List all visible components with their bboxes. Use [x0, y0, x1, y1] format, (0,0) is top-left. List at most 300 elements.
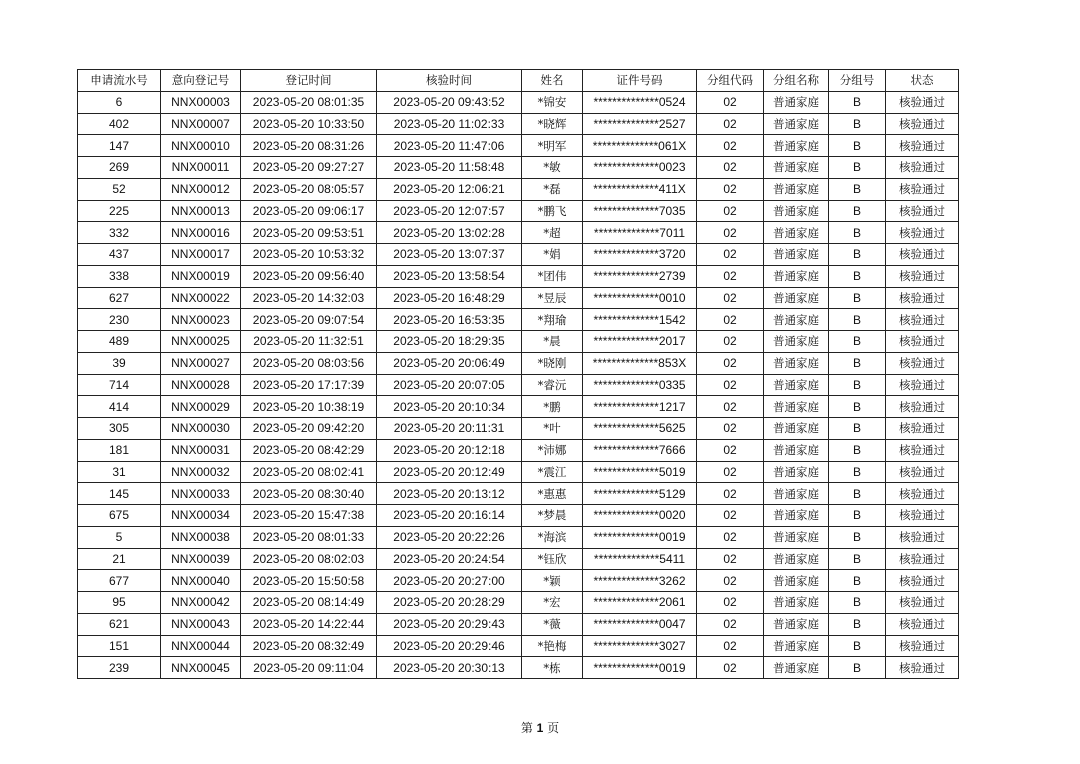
cell-status: 核验通过: [886, 613, 959, 635]
cell-reg-time: 2023-05-20 08:05:57: [241, 178, 377, 200]
cell-id-number: **************0524: [583, 91, 697, 113]
cell-reg-code: NNX00030: [161, 418, 241, 440]
table-row: [78, 548, 959, 570]
cell-group-no: B: [829, 113, 886, 135]
header-reg-time: 登记时间: [241, 70, 377, 92]
cell-id-number: **************2527: [583, 113, 697, 135]
cell-verify-time: 2023-05-20 09:43:52: [377, 91, 522, 113]
cell-verify-time: 2023-05-20 11:47:06: [377, 135, 522, 157]
cell-status: 核验通过: [886, 222, 959, 244]
table-row: [78, 570, 959, 592]
cell-group-name: 普通家庭: [764, 113, 829, 135]
cell-name: *磊: [522, 178, 583, 200]
cell-reg-code: NNX00013: [161, 200, 241, 222]
table-row: [78, 396, 959, 418]
cell-verify-time: 2023-05-20 20:27:00: [377, 570, 522, 592]
cell-group-no: B: [829, 91, 886, 113]
cell-group-no: B: [829, 374, 886, 396]
header-reg-code: 意向登记号: [161, 70, 241, 92]
cell-status: 核验通过: [886, 548, 959, 570]
cell-group-no: B: [829, 548, 886, 570]
cell-serial-no: 31: [78, 461, 161, 483]
cell-serial-no: 402: [78, 113, 161, 135]
cell-group-code: 02: [697, 178, 764, 200]
cell-reg-time: 2023-05-20 09:27:27: [241, 157, 377, 179]
cell-verify-time: 2023-05-20 20:29:43: [377, 613, 522, 635]
cell-group-no: B: [829, 178, 886, 200]
cell-verify-time: 2023-05-20 16:48:29: [377, 287, 522, 309]
footer-suffix: 页: [547, 721, 560, 735]
cell-serial-no: 414: [78, 396, 161, 418]
cell-reg-code: NNX00042: [161, 592, 241, 614]
cell-id-number: **************3720: [583, 244, 697, 266]
cell-group-code: 02: [697, 635, 764, 657]
cell-name: *娟: [522, 244, 583, 266]
cell-name: *翔瑜: [522, 309, 583, 331]
cell-id-number: **************5625: [583, 418, 697, 440]
cell-group-name: 普通家庭: [764, 157, 829, 179]
cell-group-code: 02: [697, 592, 764, 614]
cell-reg-time: 2023-05-20 09:06:17: [241, 200, 377, 222]
cell-serial-no: 437: [78, 244, 161, 266]
cell-group-no: B: [829, 635, 886, 657]
cell-group-name: 普通家庭: [764, 635, 829, 657]
table-row: [78, 635, 959, 657]
cell-status: 核验通过: [886, 113, 959, 135]
cell-name: *鹏: [522, 396, 583, 418]
cell-reg-code: NNX00028: [161, 374, 241, 396]
cell-verify-time: 2023-05-20 12:07:57: [377, 200, 522, 222]
table-row: [78, 200, 959, 222]
cell-group-code: 02: [697, 570, 764, 592]
cell-id-number: **************1542: [583, 309, 697, 331]
cell-reg-time: 2023-05-20 09:07:54: [241, 309, 377, 331]
cell-reg-time: 2023-05-20 08:02:03: [241, 548, 377, 570]
cell-id-number: **************7666: [583, 439, 697, 461]
cell-reg-time: 2023-05-20 08:42:29: [241, 439, 377, 461]
cell-group-name: 普通家庭: [764, 592, 829, 614]
cell-reg-code: NNX00012: [161, 178, 241, 200]
cell-group-no: B: [829, 613, 886, 635]
cell-status: 核验通过: [886, 91, 959, 113]
cell-verify-time: 2023-05-20 20:07:05: [377, 374, 522, 396]
cell-group-no: B: [829, 439, 886, 461]
cell-group-code: 02: [697, 157, 764, 179]
cell-name: *晓辉: [522, 113, 583, 135]
cell-verify-time: 2023-05-20 13:02:28: [377, 222, 522, 244]
cell-status: 核验通过: [886, 505, 959, 527]
cell-status: 核验通过: [886, 374, 959, 396]
cell-name: *晨: [522, 331, 583, 353]
cell-group-code: 02: [697, 244, 764, 266]
cell-verify-time: 2023-05-20 20:30:13: [377, 657, 522, 679]
cell-name: *锦安: [522, 91, 583, 113]
cell-group-no: B: [829, 265, 886, 287]
cell-reg-code: NNX00043: [161, 613, 241, 635]
cell-status: 核验通过: [886, 200, 959, 222]
cell-reg-code: NNX00044: [161, 635, 241, 657]
cell-reg-time: 2023-05-20 08:01:33: [241, 526, 377, 548]
cell-group-name: 普通家庭: [764, 418, 829, 440]
cell-id-number: **************411X: [583, 178, 697, 200]
table-row: [78, 439, 959, 461]
header-serial-no: 申请流水号: [78, 70, 161, 92]
cell-reg-code: NNX00033: [161, 483, 241, 505]
cell-status: 核验通过: [886, 570, 959, 592]
cell-group-name: 普通家庭: [764, 265, 829, 287]
cell-serial-no: 239: [78, 657, 161, 679]
footer-prefix: 第: [520, 721, 533, 735]
cell-id-number: **************061X: [583, 135, 697, 157]
cell-name: *颖: [522, 570, 583, 592]
cell-serial-no: 181: [78, 439, 161, 461]
table-row: [78, 331, 959, 353]
cell-status: 核验通过: [886, 309, 959, 331]
cell-reg-time: 2023-05-20 10:53:32: [241, 244, 377, 266]
cell-group-code: 02: [697, 113, 764, 135]
cell-status: 核验通过: [886, 483, 959, 505]
table-row: [78, 244, 959, 266]
cell-serial-no: 269: [78, 157, 161, 179]
cell-verify-time: 2023-05-20 13:07:37: [377, 244, 522, 266]
table-row: [78, 352, 959, 374]
cell-verify-time: 2023-05-20 20:29:46: [377, 635, 522, 657]
table-row: [78, 613, 959, 635]
table-row: [78, 222, 959, 244]
cell-status: 核验通过: [886, 178, 959, 200]
cell-serial-no: 151: [78, 635, 161, 657]
cell-group-code: 02: [697, 200, 764, 222]
page-number: 1: [536, 721, 544, 735]
header-group-no: 分组号: [829, 70, 886, 92]
cell-reg-time: 2023-05-20 09:11:04: [241, 657, 377, 679]
cell-group-code: 02: [697, 309, 764, 331]
header-group-code: 分组代码: [697, 70, 764, 92]
cell-group-name: 普通家庭: [764, 526, 829, 548]
cell-status: 核验通过: [886, 352, 959, 374]
header-row: [78, 70, 959, 92]
cell-verify-time: 2023-05-20 20:10:34: [377, 396, 522, 418]
cell-name: *惠惠: [522, 483, 583, 505]
cell-name: *敏: [522, 157, 583, 179]
cell-name: *鹏飞: [522, 200, 583, 222]
cell-group-name: 普通家庭: [764, 200, 829, 222]
cell-reg-time: 2023-05-20 10:38:19: [241, 396, 377, 418]
cell-id-number: **************2739: [583, 265, 697, 287]
cell-serial-no: 305: [78, 418, 161, 440]
cell-serial-no: 675: [78, 505, 161, 527]
cell-group-code: 02: [697, 526, 764, 548]
cell-group-code: 02: [697, 613, 764, 635]
cell-status: 核验通过: [886, 635, 959, 657]
cell-reg-code: NNX00019: [161, 265, 241, 287]
page-footer: [0, 719, 1080, 736]
cell-status: 核验通过: [886, 135, 959, 157]
table-row: [78, 157, 959, 179]
cell-group-name: 普通家庭: [764, 548, 829, 570]
table-row: [78, 505, 959, 527]
cell-group-code: 02: [697, 265, 764, 287]
cell-name: *昱辰: [522, 287, 583, 309]
cell-group-name: 普通家庭: [764, 374, 829, 396]
cell-reg-time: 2023-05-20 08:31:26: [241, 135, 377, 157]
cell-group-no: B: [829, 592, 886, 614]
table-row: [78, 374, 959, 396]
table-row: [78, 178, 959, 200]
cell-group-no: B: [829, 222, 886, 244]
cell-group-no: B: [829, 309, 886, 331]
cell-verify-time: 2023-05-20 20:06:49: [377, 352, 522, 374]
cell-id-number: **************0020: [583, 505, 697, 527]
cell-name: *明军: [522, 135, 583, 157]
cell-name: *叶: [522, 418, 583, 440]
cell-name: *沛娜: [522, 439, 583, 461]
cell-id-number: **************3027: [583, 635, 697, 657]
cell-reg-time: 2023-05-20 08:03:56: [241, 352, 377, 374]
cell-verify-time: 2023-05-20 13:58:54: [377, 265, 522, 287]
cell-group-name: 普通家庭: [764, 331, 829, 353]
cell-group-code: 02: [697, 222, 764, 244]
cell-status: 核验通过: [886, 526, 959, 548]
cell-name: *超: [522, 222, 583, 244]
table-body: [78, 91, 959, 678]
cell-reg-time: 2023-05-20 08:30:40: [241, 483, 377, 505]
cell-reg-code: NNX00007: [161, 113, 241, 135]
cell-reg-code: NNX00027: [161, 352, 241, 374]
cell-reg-code: NNX00032: [161, 461, 241, 483]
cell-group-no: B: [829, 505, 886, 527]
cell-reg-code: NNX00010: [161, 135, 241, 157]
cell-group-code: 02: [697, 374, 764, 396]
cell-reg-code: NNX00023: [161, 309, 241, 331]
cell-serial-no: 230: [78, 309, 161, 331]
cell-group-name: 普通家庭: [764, 461, 829, 483]
table-row: [78, 483, 959, 505]
cell-reg-code: NNX00034: [161, 505, 241, 527]
cell-group-code: 02: [697, 548, 764, 570]
cell-id-number: **************5411: [583, 548, 697, 570]
header-group-name: 分组名称: [764, 70, 829, 92]
cell-verify-time: 2023-05-20 20:28:29: [377, 592, 522, 614]
cell-group-no: B: [829, 526, 886, 548]
table-row: [78, 91, 959, 113]
cell-reg-code: NNX00038: [161, 526, 241, 548]
cell-id-number: **************0335: [583, 374, 697, 396]
cell-verify-time: 2023-05-20 11:58:48: [377, 157, 522, 179]
cell-group-name: 普通家庭: [764, 505, 829, 527]
cell-group-code: 02: [697, 439, 764, 461]
cell-status: 核验通过: [886, 657, 959, 679]
cell-status: 核验通过: [886, 461, 959, 483]
cell-reg-code: NNX00011: [161, 157, 241, 179]
cell-name: *海滨: [522, 526, 583, 548]
cell-reg-time: 2023-05-20 08:32:49: [241, 635, 377, 657]
cell-group-no: B: [829, 244, 886, 266]
cell-group-code: 02: [697, 418, 764, 440]
table-row: [78, 309, 959, 331]
cell-group-code: 02: [697, 91, 764, 113]
cell-verify-time: 2023-05-20 20:16:14: [377, 505, 522, 527]
header-verify-time: 核验时间: [377, 70, 522, 92]
cell-status: 核验通过: [886, 287, 959, 309]
cell-id-number: **************5019: [583, 461, 697, 483]
cell-reg-code: NNX00045: [161, 657, 241, 679]
cell-name: *睿沅: [522, 374, 583, 396]
cell-status: 核验通过: [886, 439, 959, 461]
cell-group-name: 普通家庭: [764, 222, 829, 244]
cell-group-name: 普通家庭: [764, 439, 829, 461]
table-row: [78, 657, 959, 679]
cell-group-no: B: [829, 396, 886, 418]
cell-verify-time: 2023-05-20 20:12:49: [377, 461, 522, 483]
table-row: [78, 461, 959, 483]
cell-reg-time: 2023-05-20 09:56:40: [241, 265, 377, 287]
cell-reg-time: 2023-05-20 17:17:39: [241, 374, 377, 396]
cell-reg-time: 2023-05-20 11:32:51: [241, 331, 377, 353]
cell-reg-code: NNX00016: [161, 222, 241, 244]
cell-serial-no: 5: [78, 526, 161, 548]
header-status: 状态: [886, 70, 959, 92]
cell-reg-code: NNX00017: [161, 244, 241, 266]
cell-serial-no: 627: [78, 287, 161, 309]
cell-reg-time: 2023-05-20 15:50:58: [241, 570, 377, 592]
cell-name: *宏: [522, 592, 583, 614]
cell-name: *梦晨: [522, 505, 583, 527]
cell-group-name: 普通家庭: [764, 483, 829, 505]
cell-reg-time: 2023-05-20 09:53:51: [241, 222, 377, 244]
cell-group-name: 普通家庭: [764, 613, 829, 635]
cell-name: *艳梅: [522, 635, 583, 657]
cell-serial-no: 338: [78, 265, 161, 287]
cell-group-no: B: [829, 135, 886, 157]
cell-group-name: 普通家庭: [764, 309, 829, 331]
cell-reg-time: 2023-05-20 08:01:35: [241, 91, 377, 113]
cell-group-no: B: [829, 200, 886, 222]
cell-group-code: 02: [697, 461, 764, 483]
cell-serial-no: 147: [78, 135, 161, 157]
verification-table: [77, 69, 959, 679]
cell-verify-time: 2023-05-20 20:22:26: [377, 526, 522, 548]
cell-group-code: 02: [697, 505, 764, 527]
cell-reg-time: 2023-05-20 08:14:49: [241, 592, 377, 614]
table-row: [78, 526, 959, 548]
cell-reg-time: 2023-05-20 14:32:03: [241, 287, 377, 309]
cell-group-no: B: [829, 287, 886, 309]
cell-group-no: B: [829, 461, 886, 483]
cell-serial-no: 21: [78, 548, 161, 570]
cell-serial-no: 332: [78, 222, 161, 244]
table-row: [78, 418, 959, 440]
cell-status: 核验通过: [886, 396, 959, 418]
cell-verify-time: 2023-05-20 16:53:35: [377, 309, 522, 331]
cell-group-code: 02: [697, 135, 764, 157]
cell-id-number: **************0019: [583, 526, 697, 548]
cell-group-name: 普通家庭: [764, 135, 829, 157]
cell-verify-time: 2023-05-20 20:13:12: [377, 483, 522, 505]
table-row: [78, 592, 959, 614]
cell-group-code: 02: [697, 483, 764, 505]
cell-group-no: B: [829, 418, 886, 440]
cell-group-code: 02: [697, 657, 764, 679]
cell-group-no: B: [829, 331, 886, 353]
cell-reg-code: NNX00022: [161, 287, 241, 309]
cell-status: 核验通过: [886, 592, 959, 614]
cell-reg-code: NNX00029: [161, 396, 241, 418]
cell-verify-time: 2023-05-20 20:24:54: [377, 548, 522, 570]
cell-group-no: B: [829, 157, 886, 179]
cell-verify-time: 2023-05-20 12:06:21: [377, 178, 522, 200]
cell-serial-no: 6: [78, 91, 161, 113]
cell-serial-no: 621: [78, 613, 161, 635]
cell-name: *团伟: [522, 265, 583, 287]
cell-group-name: 普通家庭: [764, 91, 829, 113]
table-row: [78, 287, 959, 309]
cell-reg-code: NNX00025: [161, 331, 241, 353]
cell-id-number: **************0047: [583, 613, 697, 635]
cell-group-name: 普通家庭: [764, 352, 829, 374]
cell-group-no: B: [829, 570, 886, 592]
cell-reg-code: NNX00031: [161, 439, 241, 461]
cell-group-name: 普通家庭: [764, 570, 829, 592]
registration-sheet: [77, 69, 959, 679]
cell-group-name: 普通家庭: [764, 244, 829, 266]
cell-id-number: **************0023: [583, 157, 697, 179]
cell-id-number: **************0019: [583, 657, 697, 679]
cell-verify-time: 2023-05-20 20:11:31: [377, 418, 522, 440]
cell-group-no: B: [829, 657, 886, 679]
cell-id-number: **************3262: [583, 570, 697, 592]
cell-name: *钰欣: [522, 548, 583, 570]
cell-serial-no: 489: [78, 331, 161, 353]
cell-id-number: **************0010: [583, 287, 697, 309]
cell-verify-time: 2023-05-20 18:29:35: [377, 331, 522, 353]
cell-name: *薇: [522, 613, 583, 635]
cell-status: 核验通过: [886, 418, 959, 440]
table-row: [78, 265, 959, 287]
cell-reg-code: NNX00003: [161, 91, 241, 113]
cell-group-code: 02: [697, 396, 764, 418]
cell-group-no: B: [829, 352, 886, 374]
cell-group-name: 普通家庭: [764, 396, 829, 418]
cell-name: *震江: [522, 461, 583, 483]
cell-id-number: **************7035: [583, 200, 697, 222]
cell-id-number: **************2017: [583, 331, 697, 353]
cell-id-number: **************5129: [583, 483, 697, 505]
cell-serial-no: 677: [78, 570, 161, 592]
cell-reg-time: 2023-05-20 15:47:38: [241, 505, 377, 527]
table-row: [78, 135, 959, 157]
cell-serial-no: 39: [78, 352, 161, 374]
cell-group-name: 普通家庭: [764, 178, 829, 200]
cell-serial-no: 225: [78, 200, 161, 222]
cell-group-code: 02: [697, 331, 764, 353]
cell-group-no: B: [829, 483, 886, 505]
cell-serial-no: 145: [78, 483, 161, 505]
cell-group-name: 普通家庭: [764, 657, 829, 679]
header-name: 姓名: [522, 70, 583, 92]
cell-reg-time: 2023-05-20 08:02:41: [241, 461, 377, 483]
cell-reg-code: NNX00039: [161, 548, 241, 570]
cell-serial-no: 52: [78, 178, 161, 200]
cell-status: 核验通过: [886, 244, 959, 266]
cell-id-number: **************7011: [583, 222, 697, 244]
cell-reg-time: 2023-05-20 10:33:50: [241, 113, 377, 135]
cell-status: 核验通过: [886, 331, 959, 353]
cell-group-code: 02: [697, 352, 764, 374]
cell-verify-time: 2023-05-20 20:12:18: [377, 439, 522, 461]
header-id-number: 证件号码: [583, 70, 697, 92]
cell-status: 核验通过: [886, 157, 959, 179]
